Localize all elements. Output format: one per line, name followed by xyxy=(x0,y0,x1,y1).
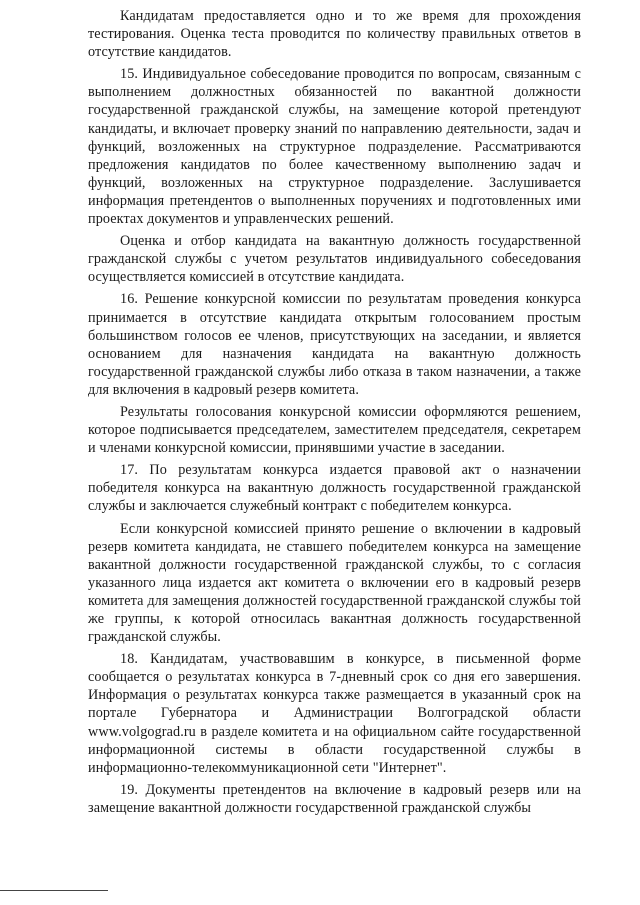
paragraph-15-interview: 15. Индивидуальное собеседование проводится по вопросам, связанным с выполнением должностных обязанностей по вакантной должности государственной гражданской службы, на замещение которой претендуют кандидаты, и включает проверку знаний по направлению деятельности, задач и функций, возложенных на структурное подразделение. Рассматриваются предложения кандидатов по более качественному выполнению задач и функций, возложенных на структурное подразделение. Заслушивается информация претендентов о выполненных поручениях и подготовленных ими проектах документов и управленческих решений. xyxy=(88,66,581,228)
paragraph-testing-time: Кандидатам предоставляется одно и то же время для прохождения тестирования. Оценка теста проводится по количеству правильных ответов в отсутствие кандидатов. xyxy=(88,8,581,61)
footnote-rule xyxy=(0,890,108,891)
paragraph-voting-results: Результаты голосования конкурсной комиссии оформляются решением, которое подписывается председателем, заместителем председателя, секретарем и членами конкурсной комиссии, принявшими участие в заседании. xyxy=(88,403,581,457)
paragraph-19-documents: 19. Документы претендентов на включение в кадровый резерв или на замещение вакантной должности государственной гражданской службы xyxy=(88,781,581,816)
paragraph-reserve-inclusion: Если конкурсной комиссией принято решение о включении в кадровый резерв комитета кандидата, не ставшего победителем конкурса на замещение вакантной должности государственной гражданской службы, то с согласия указанного лица издается акт комитета о включении его в кадровый резерв комитета для замещения должностей государственной гражданской службы той же группы, к которой относилась вакантная должность государственной гражданской службы. xyxy=(88,520,581,646)
paragraph-assessment: Оценка и отбор кандидата на вакантную должность государственной гражданской службы с учетом результатов индивидуального собеседования осуществляется комиссией в отсутствие кандидата. xyxy=(88,233,581,286)
document-body xyxy=(88,7,581,821)
paragraph-17-legal-act: 17. По результатам конкурса издается правовой акт о назначении победителя конкурса на вакантную должность государственной гражданской службы и заключается служебный контракт с победителем конкурса. xyxy=(88,462,581,515)
paragraph-16-decision: 16. Решение конкурсной комиссии по результатам проведения конкурса принимается в отсутствие кандидата открытым голосованием простым большинством голосов ее членов, присутствующих на заседании, и является основанием для назначения кандидата на вакантную должность государственной гражданской службы либо отказа в таком назначении, а также для включения в кадровый резерв комитета. xyxy=(88,291,581,398)
paragraph-18-notification: 18. Кандидатам, участвовавшим в конкурсе, в письменной форме сообщается о результатах конкурса в 7-дневный срок со дня его завершения. Информация о результатах конкурса также размещается в указанный срок на портале Губернатора и Администрации Волгоградской области www.volgograd.ru в разделе комитета и на официальном сайте государственной информационной системы в области государственной службы в информационно-телекоммуникационной сети "Интернет". xyxy=(88,651,581,776)
